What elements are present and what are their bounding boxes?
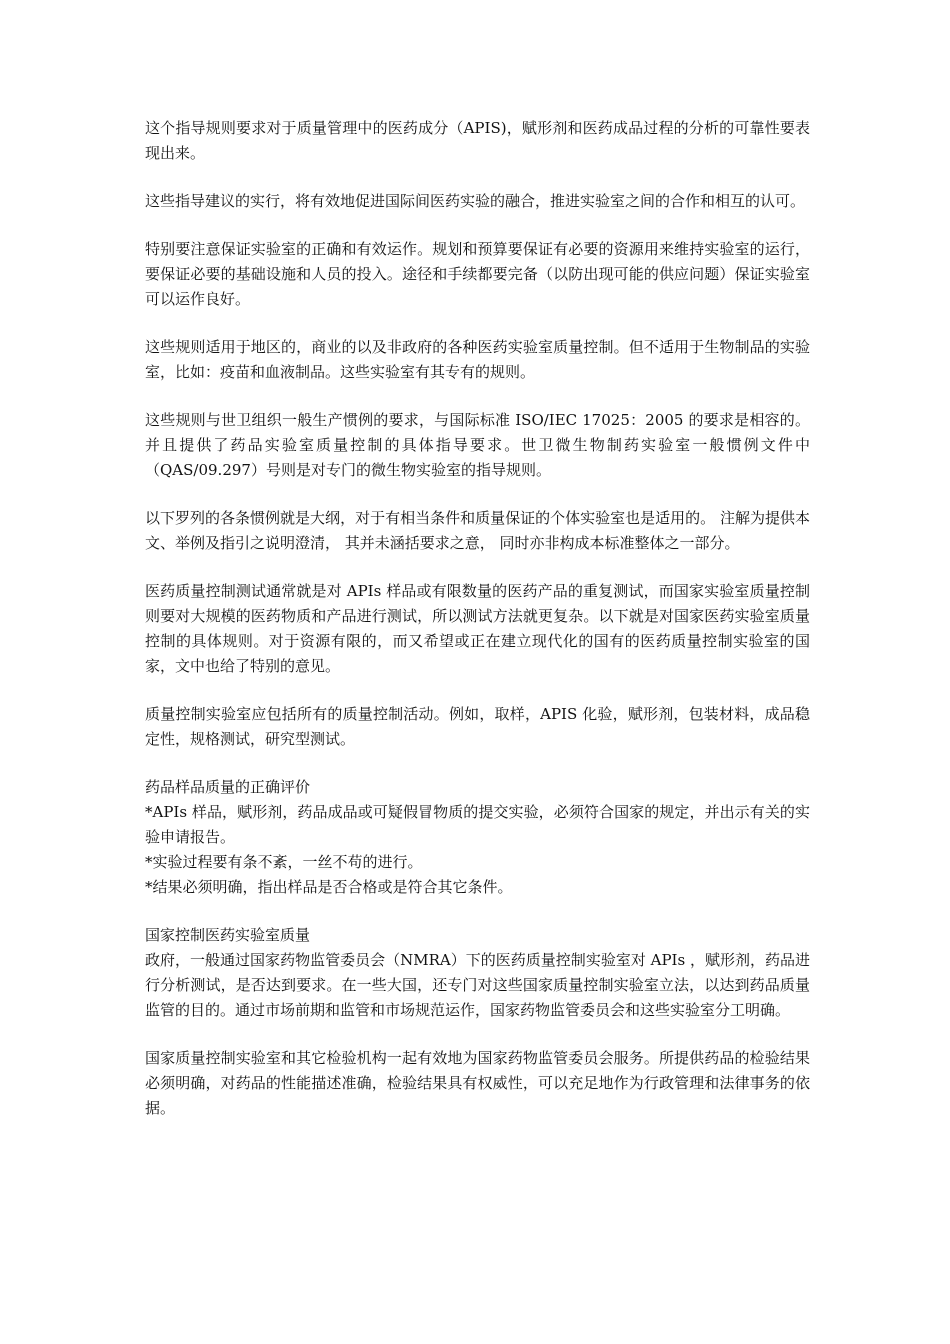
list-item: *实验过程要有条不紊，一丝不苟的进行。 — [145, 853, 423, 871]
list-item: *结果必须明确，指出样品是否合格或是符合其它条件。 — [145, 878, 513, 896]
section-body: 政府，一般通过国家药物监管委员会（NMRA）下的医药质量控制实验室对 APIs ，赋形剂，药品进行分析测试，是否达到要求。在一些大国，还专门对这些国家质量控制实验室立法，以达到药品质量监管的目的。通过市场前期和监管和市场规范运作，国家药物监管委员会和这些实验室分工明确。 — [145, 951, 810, 1019]
paragraph-activities: 质量控制实验室应包括所有的质量控制活动。例如，取样，APIS 化验，赋形剂，包装材料，成品稳定性，规格测试，研究型测试。 — [145, 705, 810, 748]
section-sample-evaluation — [145, 775, 810, 900]
paragraph-standards: 这些规则与世卫组织一般生产惯例的要求，与国际标准 ISO/IEC 17025：2005 的要求是相容的。并且提供了药品实验室质量控制的具体指导要求。世卫微生物制药实验室一般惯例文件中（QAS/09.297）号则是对专门的微生物实验室的指导规则。 — [145, 411, 810, 479]
paragraph-outline-note: 以下罗列的各条惯例就是大纲，对于有相当条件和质量保证的个体实验室也是适用的。 注解为提供本文、举例及指引之说明澄清， 其并未涵括要求之意， 同时亦非构成本标准整体之一部分。 — [145, 509, 810, 552]
paragraph-benefits: 这些指导建议的实行，将有效地促进国际间医药实验的融合，推进实验室之间的合作和相互的认可。 — [145, 192, 806, 210]
paragraph-testing: 医药质量控制测试通常就是对 APIs 样品或有限数量的医药产品的重复测试，而国家实验室质量控制则要对大规模的医药物质和产品进行测试，所以测试方法就更复杂。以下就是对国家医药实验室质量控制的具体规则。对于资源有限的，而又希望或正在建立现代化的国有的医药质量控制实验室的国家，文中也给了特别的意见。 — [145, 582, 810, 675]
section-heading: 药品样品质量的正确评价 — [145, 778, 311, 796]
list-item: *APIs 样品，赋形剂，药品成品或可疑假冒物质的提交实验，必须符合国家的规定，并出示有关的实验申请报告。 — [145, 803, 810, 846]
paragraph-final: 国家质量控制实验室和其它检验机构一起有效地为国家药物监管委员会服务。所提供药品的检验结果必须明确，对药品的性能描述准确，检验结果具有权威性，可以充足地作为行政管理和法律事务的依据。 — [145, 1049, 810, 1117]
section-national-control — [145, 923, 810, 1023]
paragraph-operation: 特别要注意保证实验室的正确和有效运作。规划和预算要保证有必要的资源用来维持实验室的运行，要保证必要的基础设施和人员的投入。途径和手续都要完备（以防出现可能的供应问题）保证实验室可以运作良好。 — [145, 240, 810, 308]
paragraph-applicability: 这些规则适用于地区的，商业的以及非政府的各种医药实验室质量控制。但不适用于生物制品的实验室，比如：疫苗和血液制品。这些实验室有其专有的规则。 — [145, 338, 810, 381]
section-heading: 国家控制医药实验室质量 — [145, 926, 311, 944]
paragraph-scope: 这个指导规则要求对于质量管理中的医药成分（APIS)，赋形剂和医药成品过程的分析的可靠性要表现出来。 — [145, 119, 810, 162]
document-body — [145, 116, 810, 1144]
